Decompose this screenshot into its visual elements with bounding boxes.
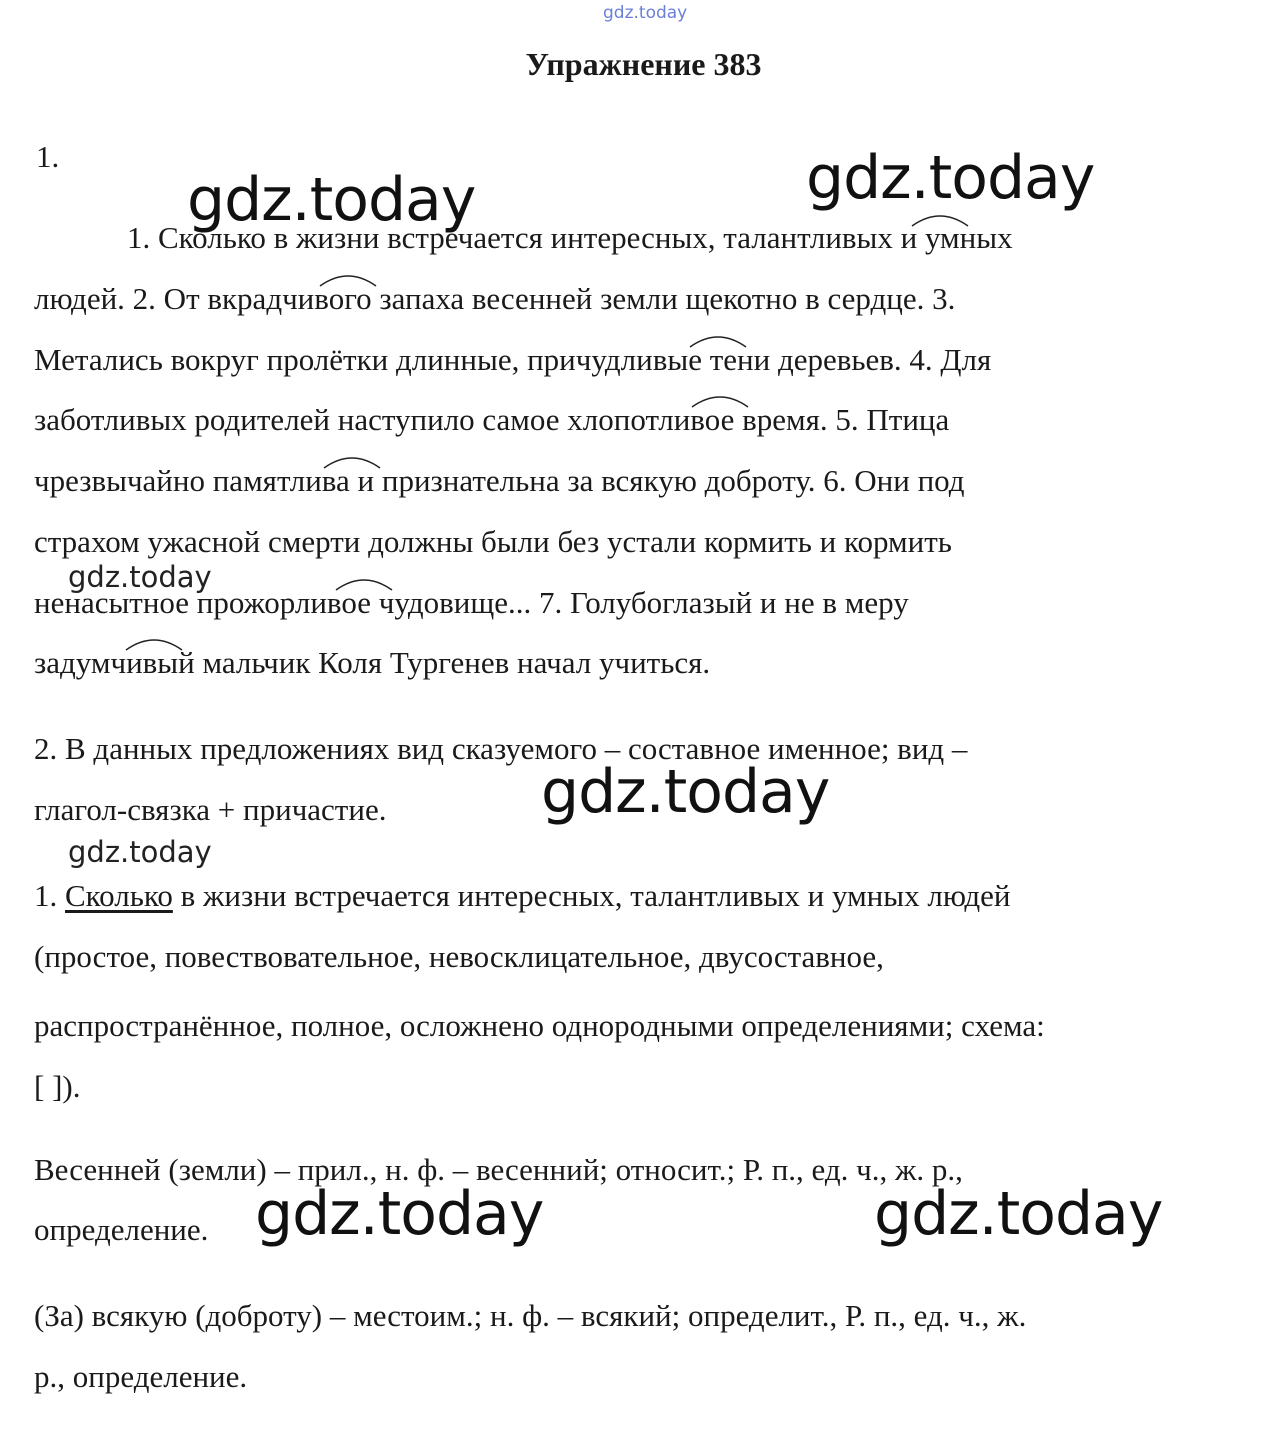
watermark: gdz.today	[187, 165, 476, 235]
watermark: gdz.today	[541, 757, 830, 827]
watermark: gdz.today	[806, 143, 1095, 213]
analysis-line: распространённое, полное, осложнено однородными определениями; схема:	[34, 1008, 1045, 1043]
morph-analysis-line: определение.	[34, 1212, 209, 1247]
subject-underlined: Сколько	[65, 878, 173, 913]
analysis-sentence	[34, 880, 1011, 911]
watermark-top: gdz.today	[603, 3, 688, 23]
watermark: gdz.today	[68, 560, 212, 594]
analysis-scheme: [ ]).	[34, 1069, 81, 1104]
sentence-line: чрезвычайно памятлива и признательна за всякую доброту. 6. Они под	[34, 463, 965, 498]
analysis-rest: в жизни встречается интересных, талантливых и умных людей	[172, 878, 1011, 913]
sentence-line: людей. 2. От вкрадчивого запаха весенней земли щекотно в сердце. 3.	[34, 281, 956, 316]
morph-analysis-line: (За) всякую (доброту) – местоим.; н. ф. – всякий; определит., Р. п., ед. ч., ж.	[34, 1298, 1027, 1333]
sentence-line: ненасытное прожорливое чудовище... 7. Голубоглазый и не в меру	[34, 585, 909, 620]
suffix-arc-icon	[318, 270, 378, 288]
sentence-line: заботливых родителей наступило самое хлопотливое время. 5. Птица	[34, 402, 950, 437]
morph-analysis-line: Весенней (земли) – прил., н. ф. – весенний; относит.; Р. п., ед. ч., ж. р.,	[34, 1152, 963, 1187]
watermark: gdz.today	[68, 835, 212, 869]
watermark: gdz.today	[255, 1179, 544, 1249]
suffix-arc-icon	[688, 331, 748, 349]
sentence-line: Метались вокруг пролётки длинные, причудливые тени деревьев. 4. Для	[34, 342, 992, 377]
analysis-line: (простое, повествовательное, невосклицательное, двусоставное,	[34, 939, 884, 974]
exercise-title: Упражнение 383	[525, 46, 762, 82]
suffix-arc-icon	[124, 634, 184, 652]
analysis-number: 1.	[34, 878, 58, 913]
watermark: gdz.today	[874, 1179, 1163, 1249]
suffix-arc-icon	[322, 452, 382, 470]
suffix-arc-icon	[690, 391, 750, 409]
morph-analysis-line: р., определение.	[34, 1359, 248, 1394]
task-2-line: глагол-связка + причастие.	[34, 792, 387, 827]
sentence-line: 1. Сколько в жизни встречается интересных, талантливых и умных	[127, 220, 1013, 255]
sentence-line: страхом ужасной смерти должны были без устали кормить и кормить	[34, 524, 952, 559]
suffix-arc-icon	[334, 574, 394, 592]
sentence-line: задумчивый мальчик Коля Тургенев начал учиться.	[34, 645, 711, 680]
section-1-marker: 1.	[36, 139, 60, 174]
task-2-line: 2. В данных предложениях вид сказуемого – составное именное; вид –	[34, 731, 968, 766]
